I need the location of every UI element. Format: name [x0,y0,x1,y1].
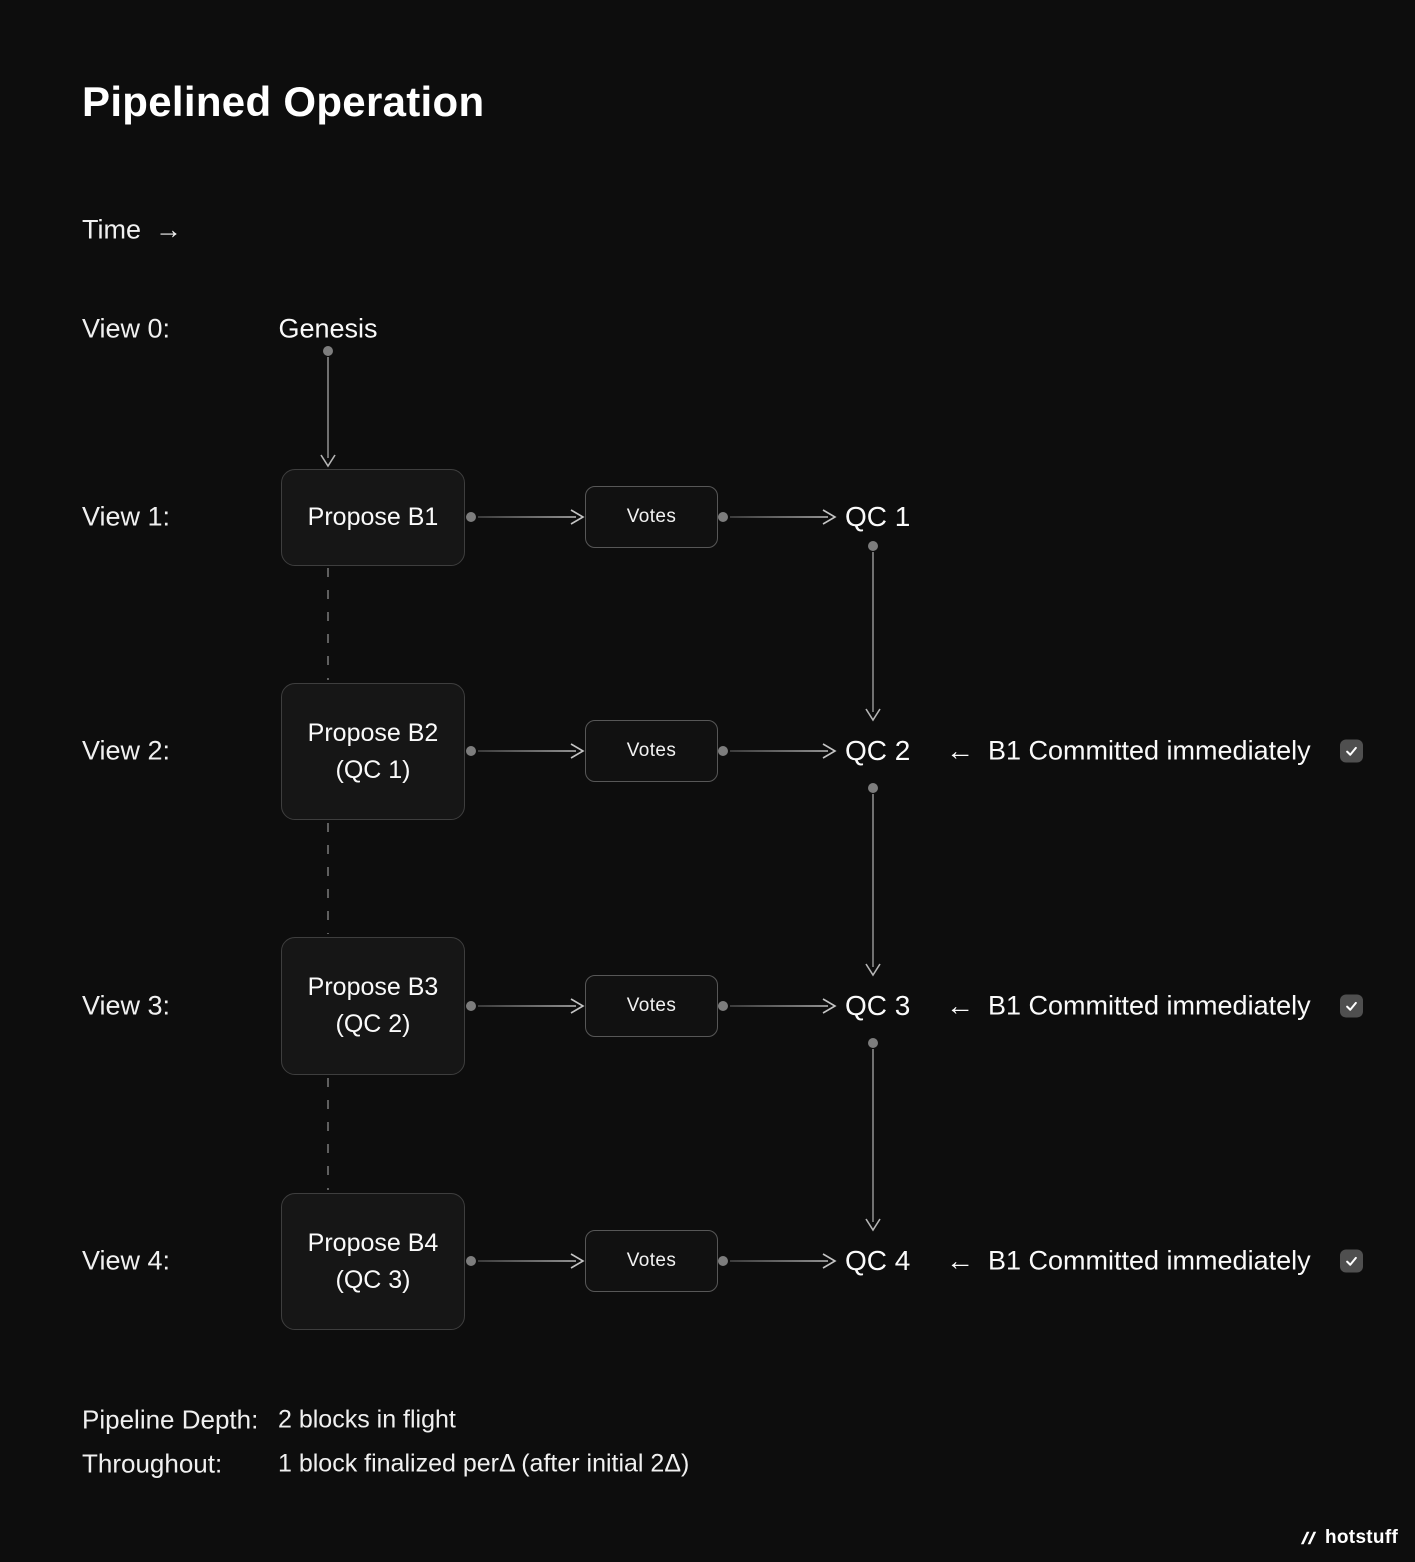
qc-1-label: QC 1 [845,501,911,532]
left-arrow-icon: ← [946,735,974,766]
hotstuff-logo-icon [1300,1530,1318,1546]
pipeline-depth-label: Pipeline Depth: [82,1404,259,1435]
commit-checkbox-view3[interactable] [1340,995,1363,1018]
qc-chain-arrows [866,541,880,1230]
propose-b2-label: Propose B2 [307,718,439,747]
hotstuff-logo [1300,1527,1398,1549]
pipeline-depth-value: 2 blocks in flight [278,1405,456,1434]
propose-b4-qc-label: (QC 3) [335,1265,411,1294]
check-icon [1344,999,1359,1014]
commit-checkbox-view4[interactable] [1340,1250,1363,1273]
throughput-value: 1 block finalized perΔ (after initial 2Δ) [278,1449,690,1478]
left-arrow-icon: ← [946,1245,974,1276]
row-connectors [466,510,835,1268]
commit-checkbox-view2[interactable] [1340,740,1363,763]
commit-note-view4: B1 Committed immediately [988,1245,1311,1276]
propose-b4-label: Propose B4 [307,1228,439,1257]
propose-b3-label: Propose B3 [307,973,439,1001]
propose-b1-label: Propose B1 [307,503,439,531]
check-icon [1344,1254,1359,1269]
commit-note-view3: B1 Committed immediately [988,990,1311,1021]
commit-note-view2: B1 Committed immediately [988,735,1311,766]
propose-b2-box [281,683,465,820]
qc-4-label: QC 4 [845,1245,911,1276]
genesis-to-b1-arrow [321,346,335,466]
view-1-label: View 1: [82,501,171,532]
view-4-label: View 4: [82,1245,171,1276]
propose-b3-box [281,937,465,1075]
propose-b2-qc-label: (QC 1) [335,755,411,784]
left-arrow-icon: ← [946,990,974,1021]
view-2-label: View 2: [82,735,171,766]
votes-box-view1: Votes [585,486,718,548]
hotstuff-logo-text: hotstuff [1325,1527,1399,1548]
view-3-label: View 3: [82,990,171,1021]
genesis-node: Genesis [278,313,378,344]
propose-b1-box [281,469,465,566]
propose-b3-qc-label: (QC 2) [335,1010,411,1038]
time-axis-label: Time → [82,214,182,245]
check-icon [1344,744,1359,759]
throughput-label: Throughout: [82,1448,223,1479]
view-0-label: View 0: [82,313,171,344]
qc-3-label: QC 3 [845,990,911,1021]
qc-2-label: QC 2 [845,735,911,766]
page-title: Pipelined Operation [82,78,485,125]
votes-box-view4: Votes [585,1230,718,1292]
propose-b4-box [281,1193,465,1330]
votes-box-view3: Votes [585,975,718,1037]
votes-box-view2: Votes [585,720,718,782]
right-arrow-icon: → [155,214,182,245]
